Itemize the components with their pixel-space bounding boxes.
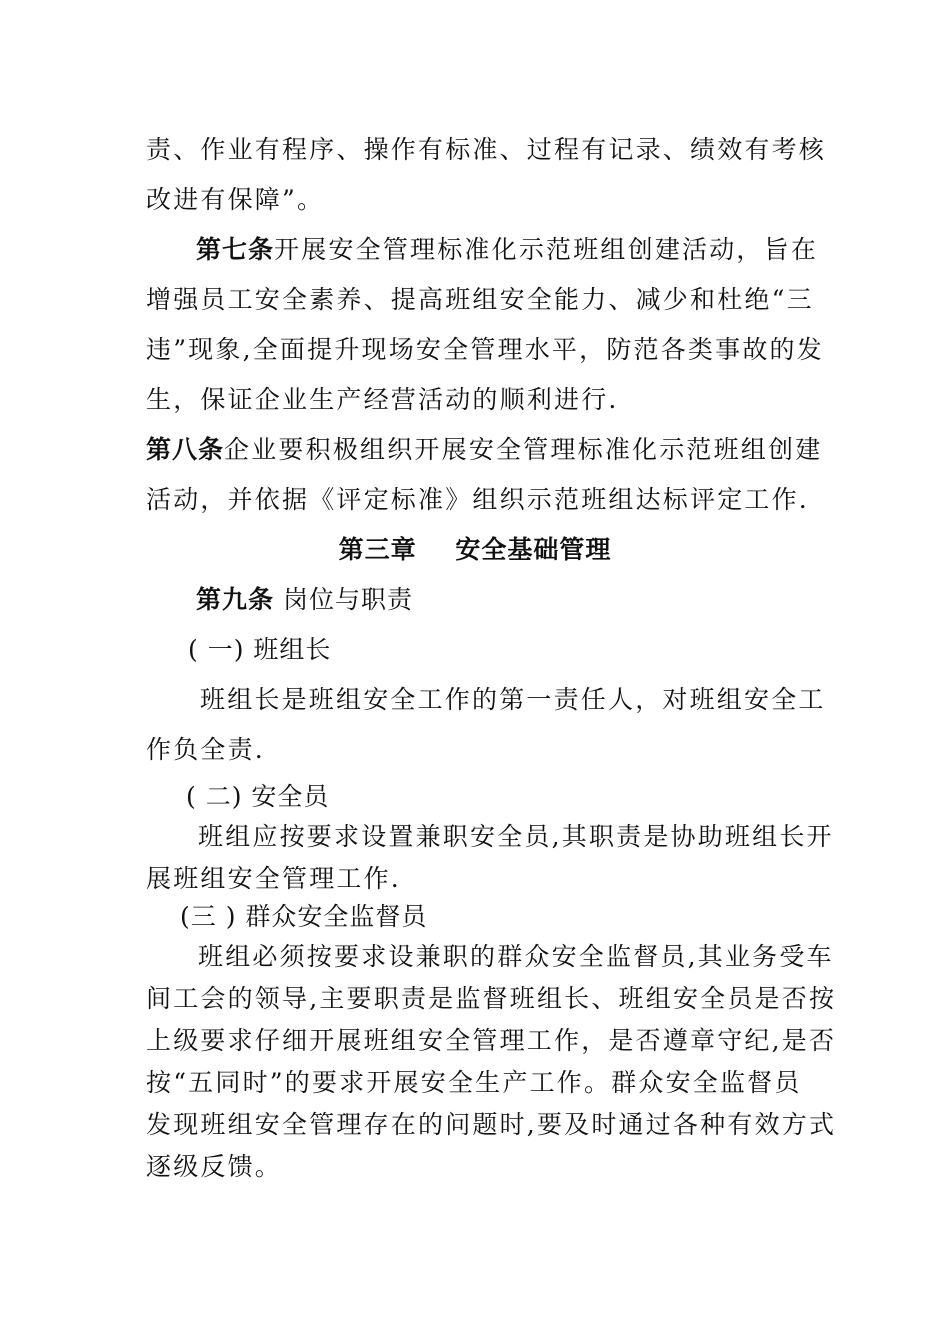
item2-line2: 展班组安全管理工作. (146, 864, 401, 893)
item3-line3: 上级要求仔细开展班组安全管理工作，是否遵章守纪,是否 (146, 1026, 837, 1055)
item1-heading: ( 一) 班组长 (188, 635, 332, 664)
article7-label: 第七条 (196, 235, 275, 264)
article7-line3: 违”现象,全面提升现场安全管理水平，防范各类事故的发 (146, 335, 824, 364)
item3-line2: 间工会的领导,主要职责是监督班组长、班组安全员是否按 (146, 984, 837, 1013)
article8-label: 第八条 (146, 435, 225, 464)
item3-line1: 班组必须按要求设兼职的群众安全监督员,其业务受车 (198, 942, 834, 971)
para1-line2: 改进有保障”。 (146, 185, 325, 214)
chapter-title: 第三章 安全基础管理 (338, 535, 612, 564)
item2-line1: 班组应按要求设置兼职安全员,其职责是协助班组长开 (198, 822, 834, 851)
article8-line1-text: 企业要积极组织开展安全管理标准化示范班组创建 (224, 435, 823, 464)
article7-line1 (196, 233, 819, 267)
article7-line4: 生，保证企业生产经营活动的顺利进行. (146, 385, 619, 414)
item1-line1: 班组长是班组安全工作的第一责任人，对班组安全工 (200, 685, 826, 714)
article9-line (196, 583, 806, 617)
item3-line6: 逐级反馈。 (146, 1152, 283, 1181)
article9-title: 岗位与职责 (274, 585, 413, 614)
article7-line1-text: 开展安全管理标准化示范班组创建活动，旨在 (274, 235, 819, 264)
item3-heading: (三 ) 群众安全监督员 (180, 902, 428, 931)
article9-label: 第九条 (196, 585, 275, 614)
item3-line4: 按“五同时”的要求开展安全生产工作。群众安全监督员 (146, 1068, 802, 1097)
article7-line2: 增强员工安全素养、提高班组安全能力、减少和杜绝“三 (146, 285, 814, 314)
para1-line1: 责、作业有程序、操作有标准、过程有记录、绩效有考核 (146, 135, 827, 164)
item3-line5: 发现班组安全管理存在的问题时,要及时通过各种有效方式 (146, 1110, 837, 1139)
article8-line2: 活动，并依据《评定标准》组织示范班组达标评定工作. (146, 485, 809, 514)
item1-line2: 作负全责. (146, 735, 265, 764)
article8-line1 (146, 433, 823, 467)
item2-heading: ( 二) 安全员 (186, 782, 330, 811)
